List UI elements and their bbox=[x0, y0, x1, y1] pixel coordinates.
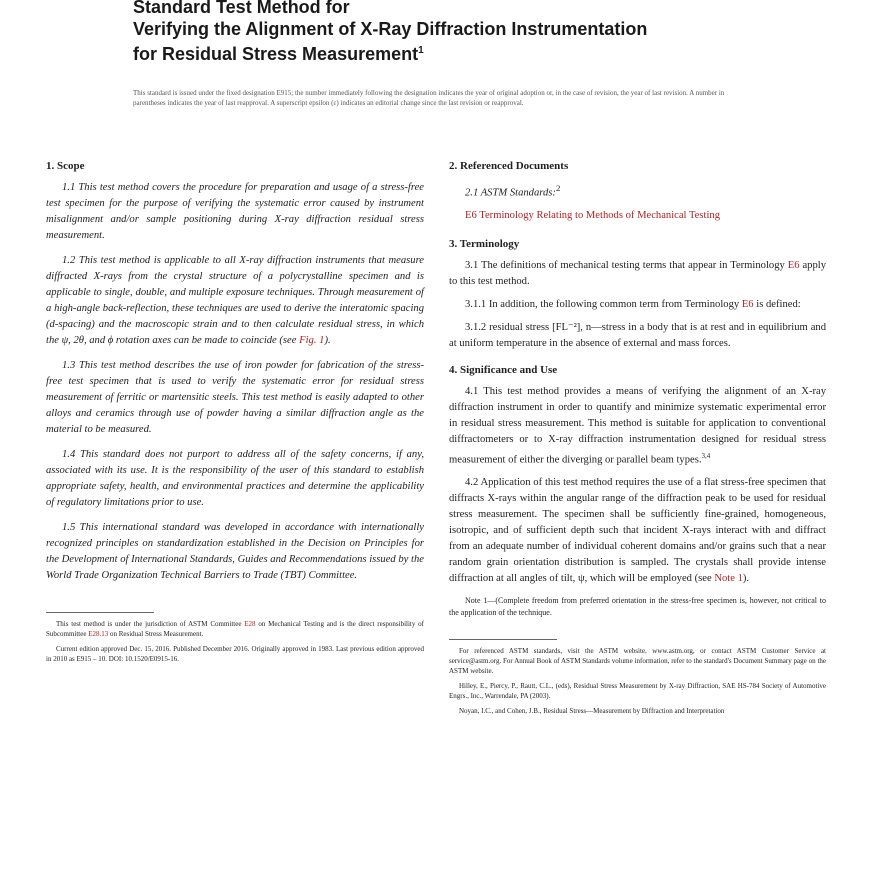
terminology-p1-a: 3.1 The definitions of mechanical testing terms that appear in Terminology bbox=[465, 259, 788, 271]
left-column bbox=[46, 158, 424, 669]
scope-paragraph-1: 1.1 This test method covers the procedure for preparation and usage of a stress-free test specimen for the purpose of verifying the systematic error caused by instrument misalignment and/or sample positioning during X-ray diffraction residual stress measurement. bbox=[46, 182, 424, 241]
astm-standards-sup: 2 bbox=[555, 183, 561, 193]
terminology-p2-a: 3.1.1 In addition, the following common term from Terminology bbox=[465, 298, 742, 310]
astm-standards-line bbox=[465, 180, 826, 202]
title-line-3 bbox=[133, 40, 853, 65]
e6-title-link[interactable]: Terminology Relating to Methods of Mechanical Testing bbox=[476, 209, 720, 221]
title-line-3-text: for Residual Stress Measurement bbox=[133, 44, 419, 64]
scope-heading: 1. Scope bbox=[46, 160, 85, 172]
footnote-3: Hilley, E., Piercy, P., Rautt, C.L., (eds), Residual Stress Measurement by X-ray Diffraction, SAE HS-784 Society of Automotive Engrs., Inc., Warrendale, PA (2003). bbox=[449, 682, 826, 701]
referenced-documents-heading: 2. Referenced Documents bbox=[449, 160, 569, 172]
terminology-paragraph-1 bbox=[449, 258, 826, 290]
footnote-4: Noyan, I.C., and Cohen, J.B., Residual Stress—Measurement by Diffraction and Interpretation bbox=[459, 707, 725, 716]
terminology-paragraph-2 bbox=[449, 297, 826, 313]
terminology-p1-b: apply to this test method. bbox=[449, 259, 826, 287]
note-1-link[interactable]: Note 1 bbox=[714, 573, 743, 585]
footnote-2: For referenced ASTM standards, visit the ASTM website, www.astm.org, or contact ASTM Customer Service at service@astm.org. For Annual Book of ASTM Standards volume information, refer to the standard's Document Summary page on the ASTM website. bbox=[449, 647, 826, 676]
scope-paragraph-2 bbox=[46, 253, 424, 349]
significance-heading: 4. Significance and Use bbox=[449, 363, 558, 376]
significance-paragraph-1 bbox=[449, 384, 826, 469]
footnote-1-text-b: on Mechanical Testing and is the direct responsibility of Subcommittee bbox=[46, 620, 424, 638]
right-column bbox=[449, 158, 826, 721]
footnote-edition: Current edition approved Dec. 15, 2016. Published December 2016. Originally approved in 1983. Last previous edition approved in 2010 as E915 – 10. DOI: 10.1520/E0915-16. bbox=[46, 645, 424, 663]
significance-p2-a: 4.2 Application of this test method requires the use of a flat stress-free specimen that diffracts X-rays within the angular range of the diffraction peak to be used for residual stress measurement. The specimen shall be sufficiently fine-grained, homogeneous, isotropic, and of sufficient depth such that incident X-rays interact with and diffract from an adequate number of individual coherent domains and/or grains such that a near random grain orientation distribution is sampled. The crystals shall provide intense diffraction at all angles of tilt, ψ, which will be employed (see bbox=[449, 477, 826, 585]
terminology-p2-b: is defined: bbox=[753, 298, 801, 310]
designation-notice: This standard is issued under the fixed designation E915; the number immediately following the designation indicates the year of original adoption or, in the case of revision, the year of last revision. A number in parentheses indicates the year of last reapproval. A superscript epsilon (ε) indicates an editorial change since the last revision or reapproval. bbox=[133, 89, 725, 107]
title-line-2: Verifying the Alignment of X-Ray Diffraction Instrumentation bbox=[133, 19, 648, 39]
terminology-paragraph-3: 3.1.2 residual stress [FL⁻²], n—stress in a body that is at rest and in equilibrium and at uniform temperature in the absence of external and mass forces. bbox=[449, 321, 826, 349]
significance-paragraph-2 bbox=[449, 475, 826, 587]
e6-reference-line[interactable] bbox=[465, 208, 826, 224]
footnote-divider-right bbox=[449, 639, 557, 640]
note-1: Note 1—(Complete freedom from preferred orientation in the stress-free specimen is, however, not critical to the application of the technique. bbox=[449, 596, 826, 618]
footnote-1-text-a: This test method is under the jurisdiction of ASTM Committee bbox=[56, 620, 245, 628]
committee-e28-link[interactable]: E28 bbox=[244, 620, 256, 628]
fig-1-link[interactable]: Fig. 1 bbox=[299, 335, 325, 346]
footnote-divider bbox=[46, 612, 154, 613]
scope-paragraph-2-end: ). bbox=[324, 335, 331, 346]
significance-p1-text: 4.1 This test method provides a means of verifying the alignment of an X-ray diffraction instrument in order to quantify and minimize systematic experimental error in residual stress measurement. This method is suitable for application to conventional diffractometers or to X-ray diffraction instrumentation designed for residual stress measurement of either the diverging or parallel beam types. bbox=[449, 385, 826, 466]
terminology-e6-link-1[interactable]: E6 bbox=[787, 259, 800, 271]
document-title bbox=[133, 0, 853, 65]
scope-paragraph-2-text: 1.2 This test method is applicable to all X-ray diffraction instruments that measure diffracted X-rays from the crystal structure of a polycrystalline specimen and is applicable to single, double, and multiple exposure techniques. Through measurement of a high-angle back-reflection, these techniques are used to derive the interatomic spacing (d-spacing) and the macroscopic strain and to then calculate residual stress, in which the ψ, 2θ, and ϕ rotation axes can be made to coincide (see bbox=[46, 255, 424, 346]
scope-paragraph-3: 1.3 This test method describes the use of iron powder for fabrication of the stress-free test specimen that is used to verify the systematic error for residual stress measurement of ferritic or martensitic steels. This test method is easily adapted to other alloys and ceramics through use of powder having a similar diffraction angle as the material to be measured. bbox=[46, 360, 424, 435]
scope-paragraph-5: 1.5 This international standard was developed in accordance with internationally recognized principles on standardization established in the Decision on Principles for the Development of International Standards, Guides and Recommendations issued by the World Trade Organization Technical Barriers to Trade (TBT) Committee. bbox=[46, 522, 424, 581]
subcommittee-link[interactable]: E28.13 bbox=[88, 630, 109, 638]
terminology-e6-link-2[interactable]: E6 bbox=[741, 298, 754, 310]
astm-standards-label: 2.1 ASTM Standards: bbox=[465, 187, 556, 199]
terminology-heading: 3. Terminology bbox=[449, 237, 520, 250]
e6-code-link[interactable]: E6 bbox=[465, 209, 477, 221]
significance-p1-sup: 3,4 bbox=[701, 451, 711, 460]
title-line-1: Standard Test Method for bbox=[133, 0, 350, 17]
footnote-1 bbox=[46, 619, 424, 639]
title-footnote-mark: 1 bbox=[418, 45, 424, 56]
significance-p2-b: ). bbox=[742, 573, 750, 585]
scope-paragraph-4: 1.4 This standard does not purport to address all of the safety concerns, if any, associated with its use. It is the responsibility of the user of this standard to establish appropriate safety, health, and environmental practices and determine the applicability of regulatory limitations prior to use. bbox=[46, 449, 424, 508]
footnote-1-text-c: on Residual Stress Measurement. bbox=[108, 630, 204, 638]
